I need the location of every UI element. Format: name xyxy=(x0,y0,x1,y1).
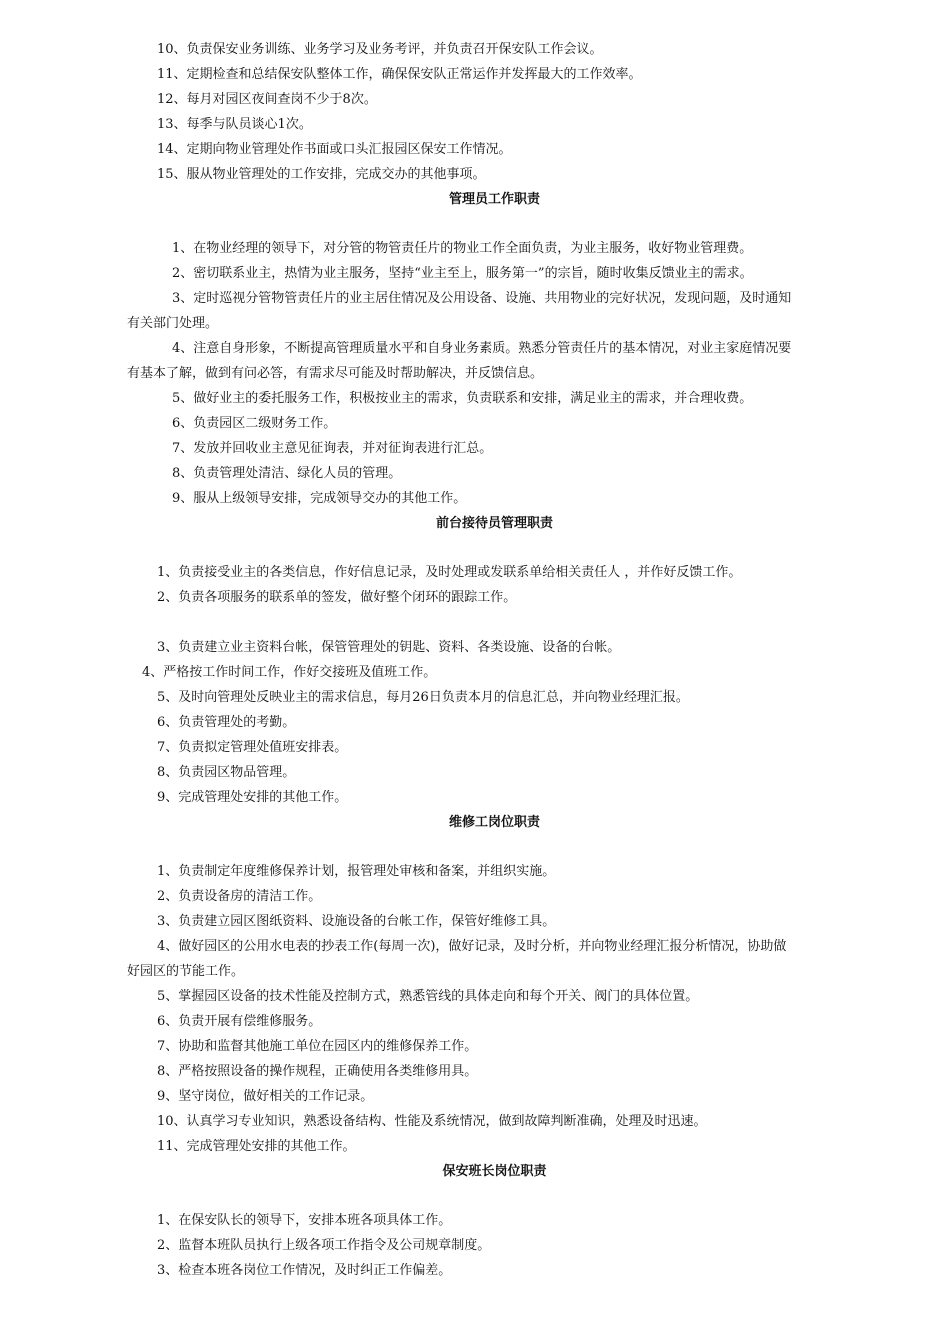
list-item: 1、在物业经理的领导下，对分管的物管责任片的物业工作全面负责，为业主服务，收好物业管理费。 xyxy=(172,241,753,256)
list-item: 9、完成管理处安排的其他工作。 xyxy=(157,790,348,805)
list-item: 8、严格按照设备的操作规程，正确使用各类维修用具。 xyxy=(157,1064,478,1079)
list-item: 6、负责管理处的考勤。 xyxy=(157,715,296,730)
list-item: 8、负责管理处清洁、绿化人员的管理。 xyxy=(172,466,402,481)
list-item: 2、密切联系业主，热情为业主服务，坚持“业主至上，服务第一”的宗旨，随时收集反馈业主的需求。 xyxy=(172,266,753,281)
list-item: 12、每月对园区夜间查岗不少于8次。 xyxy=(157,92,377,107)
list-item: 14、定期向物业管理处作书面或口头汇报园区保安工作情况。 xyxy=(157,142,512,157)
list-item: 10、负责保安业务训练、业务学习及业务考评，并负责召开保安队工作会议。 xyxy=(157,42,603,57)
list-item: 9、坚守岗位，做好相关的工作记录。 xyxy=(157,1089,374,1104)
list-item: 8、负责园区物品管理。 xyxy=(157,765,296,780)
list-item: 7、协助和监督其他施工单位在园区内的维修保养工作。 xyxy=(157,1039,478,1054)
list-item: 11、定期检查和总结保安队整体工作，确保保安队正常运作并发挥最大的工作效率。 xyxy=(157,67,642,82)
list-item: 2、负责设备房的清洁工作。 xyxy=(157,889,322,904)
section-title-manager: 管理员工作职责 xyxy=(448,192,540,207)
list-item: 1、负责接受业主的各类信息，作好信息记录，及时处理或发联系单给相关责任人 ，并作好反馈工作。 xyxy=(157,565,742,580)
list-item: 3、负责建立业主资料台帐，保管管理处的钥匙、资料、各类设施、设备的台帐。 xyxy=(157,640,621,655)
section-title-reception: 前台接待员管理职责 xyxy=(435,516,553,531)
list-item: 6、负责园区二级财务工作。 xyxy=(172,416,337,431)
list-item: 11、完成管理处安排的其他工作。 xyxy=(157,1139,356,1154)
list-item: 1、在保安队长的领导下，安排本班各项具体工作。 xyxy=(157,1213,452,1228)
list-item: 3、检查本班各岗位工作情况，及时纠正工作偏差。 xyxy=(157,1263,452,1278)
list-item: 6、负责开展有偿维修服务。 xyxy=(157,1014,322,1029)
list-item: 3、负责建立园区图纸资料、设施设备的台帐工作，保管好维修工具。 xyxy=(157,914,556,929)
list-item: 15、服从物业管理处的工作安排，完成交办的其他事项。 xyxy=(157,167,486,182)
list-item: 2、负责各项服务的联系单的签发，做好整个闭环的跟踪工作。 xyxy=(157,590,517,605)
list-item: 10、认真学习专业知识，熟悉设备结构、性能及系统情况，做到故障判断准确，处理及时迅速。 xyxy=(157,1114,707,1129)
section-title-squad-leader: 保安班长岗位职责 xyxy=(442,1164,547,1179)
list-item: 7、发放并回收业主意见征询表，并对征询表进行汇总。 xyxy=(172,441,493,456)
section-title-maintenance: 维修工岗位职责 xyxy=(448,815,540,830)
list-item: 5、掌握园区设备的技术性能及控制方式，熟悉管线的具体走向和每个开关、阀门的具体位置。 xyxy=(157,989,699,1004)
list-item: 3、定时巡视分管物管责任片的业主居住情况及公用设备、设施、共用物业的完好状况，发现问题，及时通知 xyxy=(172,291,792,306)
list-item: 5、及时向管理处反映业主的需求信息，每月26日负责本月的信息汇总，并向物业经理汇报。 xyxy=(157,690,689,705)
list-item: 7、负责拟定管理处值班安排表。 xyxy=(157,740,348,755)
list-item: 1、负责制定年度维修保养计划，报管理处审核和备案，并组织实施。 xyxy=(157,864,556,879)
list-item: 4、严格按工作时间工作，作好交接班及值班工作。 xyxy=(142,665,437,680)
list-item: 2、监督本班队员执行上级各项工作指令及公司规章制度。 xyxy=(157,1238,491,1253)
list-item: 9、服从上级领导安排，完成领导交办的其他工作。 xyxy=(172,491,467,506)
list-item-continuation: 好园区的节能工作。 xyxy=(127,964,245,979)
list-item: 4、做好园区的公用水电表的抄表工作(每周一次)，做好记录，及时分析，并向物业经理汇报分析情况，协助做 xyxy=(157,939,787,954)
list-item-continuation: 有基本了解，做到有问必答，有需求尽可能及时帮助解决，并反馈信息。 xyxy=(127,366,544,381)
list-item: 13、每季与队员谈心1次。 xyxy=(157,117,312,132)
list-item-continuation: 有关部门处理。 xyxy=(127,316,219,331)
list-item: 5、做好业主的委托服务工作，积极按业主的需求，负责联系和安排，满足业主的需求，并合理收费。 xyxy=(172,391,753,406)
list-item: 4、注意自身形象，不断提高管理质量水平和自身业务素质。熟悉分管责任片的基本情况，对业主家庭情况要 xyxy=(172,341,792,356)
